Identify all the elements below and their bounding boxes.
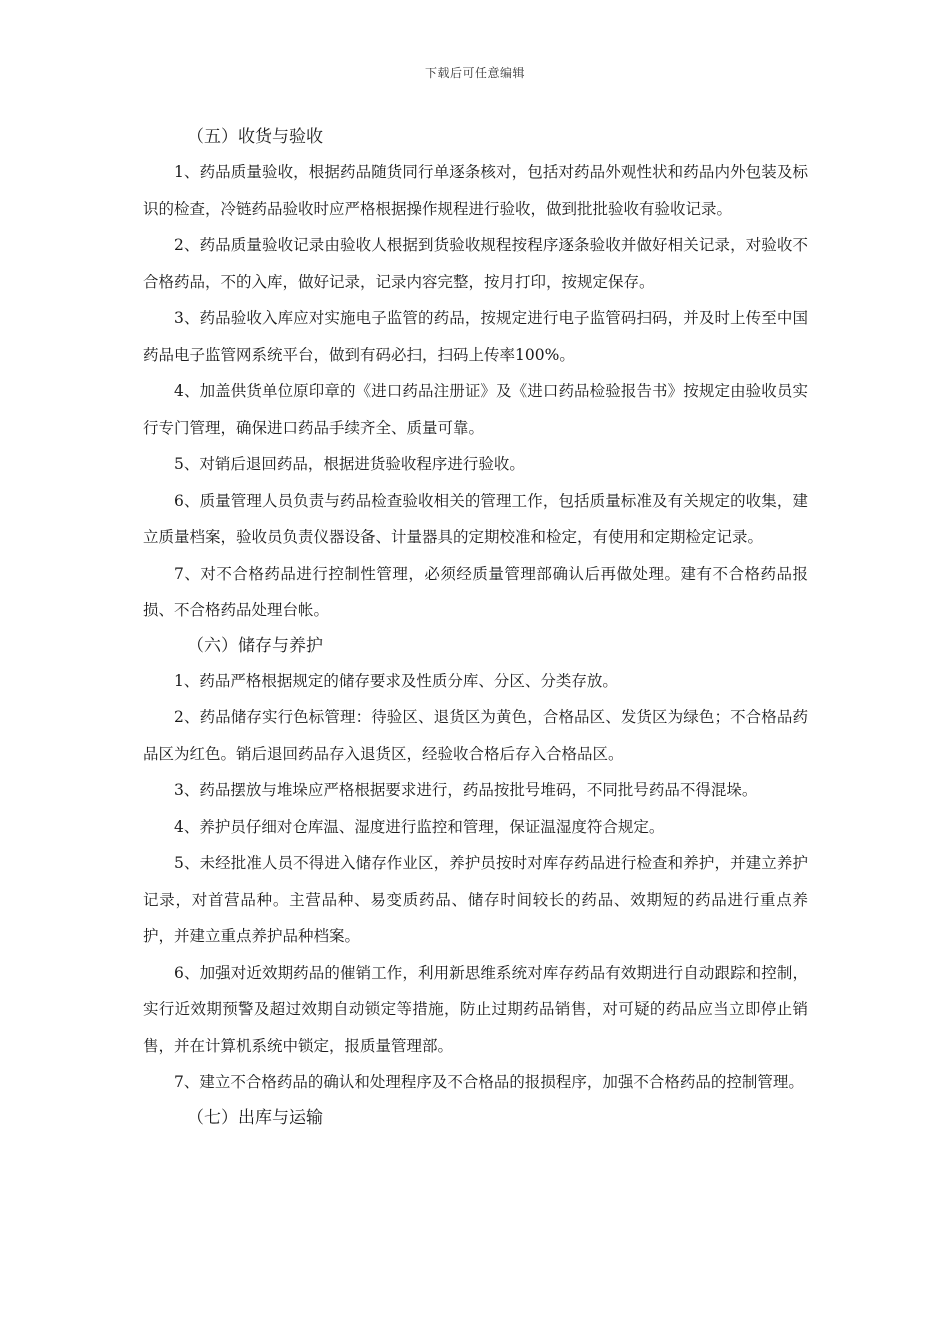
- paragraph: 5、对销后退回药品，根据进货验收程序进行验收。: [174, 455, 525, 473]
- paragraph: 4、加盖供货单位原印章的《进口药品注册证》及《进口药品检验报告书》按规定由验收员实行专门管理，确保进口药品手续齐全、质量可靠。: [143, 382, 808, 437]
- paragraph: 6、质量管理人员负责与药品检查验收相关的管理工作，包括质量标准及有关规定的收集，建立质量档案，验收员负责仪器设备、计量器具的定期校准和检定，有使用和定期检定记录。: [143, 491, 808, 546]
- paragraph: 6、加强对近效期药品的催销工作，利用新思维系统对库存药品有效期进行自动跟踪和控制，实行近效期预警及超过效期自动锁定等措施，防止过期药品销售，对可疑的药品应当立即停止销售，并在计算机系统中锁定，报质量管理部。: [143, 963, 808, 1055]
- paragraph: 1、药品质量验收，根据药品随货同行单逐条核对，包括对药品外观性状和药品内外包装及标识的检查，冷链药品验收时应严格根据操作规程进行验收，做到批批验收有验收记录。: [143, 163, 808, 218]
- page-header: 下载后可任意编辑: [424, 66, 525, 80]
- section-heading-7: （七）出库与运输: [187, 1107, 323, 1128]
- paragraph: 5、未经批准人员不得进入储存作业区，养护员按时对库存药品进行检查和养护，并建立养护记录，对首营品种。主营品种、易变质药品、储存时间较长的药品、效期短的药品进行重点养护，并建立重点养护品种档案。: [143, 854, 808, 945]
- paragraph: 1、药品严格根据规定的储存要求及性质分库、分区、分类存放。: [174, 671, 618, 690]
- paragraph: 2、药品质量验收记录由验收人根据到货验收规程按程序逐条验收并做好相关记录，对验收不合格药品，不的入库，做好记录，记录内容完整，按月打印，按规定保存。: [143, 236, 808, 291]
- paragraph: 3、药品验收入库应对实施电子监管的药品，按规定进行电子监管码扫码，并及时上传至中国药品电子监管网系统平台，做到有码必扫，扫码上传率100%。: [143, 309, 808, 364]
- paragraph: 4、养护员仔细对仓库温、湿度进行监控和管理，保证温湿度符合规定。: [174, 817, 665, 836]
- section-heading-5: （五）收货与验收: [187, 127, 323, 147]
- paragraph: 3、药品摆放与堆垛应严格根据要求进行，药品按批号堆码，不同批号药品不得混垛。: [174, 781, 758, 799]
- document-body: [143, 120, 808, 1135]
- section-heading-6: （六）储存与养护: [187, 635, 323, 656]
- paragraph: 7、建立不合格药品的确认和处理程序及不合格品的报损程序，加强不合格药品的控制管理。: [174, 1073, 804, 1091]
- paragraph: 7、对不合格药品进行控制性管理，必须经质量管理部确认后再做处理。建有不合格药品报损、不合格药品处理台帐。: [143, 564, 808, 619]
- paragraph: 2、药品储存实行色标管理：待验区、退货区为黄色，合格品区、发货区为绿色；不合格品药品区为红色。销后退回药品存入退货区，经验收合格后存入合格品区。: [143, 708, 808, 763]
